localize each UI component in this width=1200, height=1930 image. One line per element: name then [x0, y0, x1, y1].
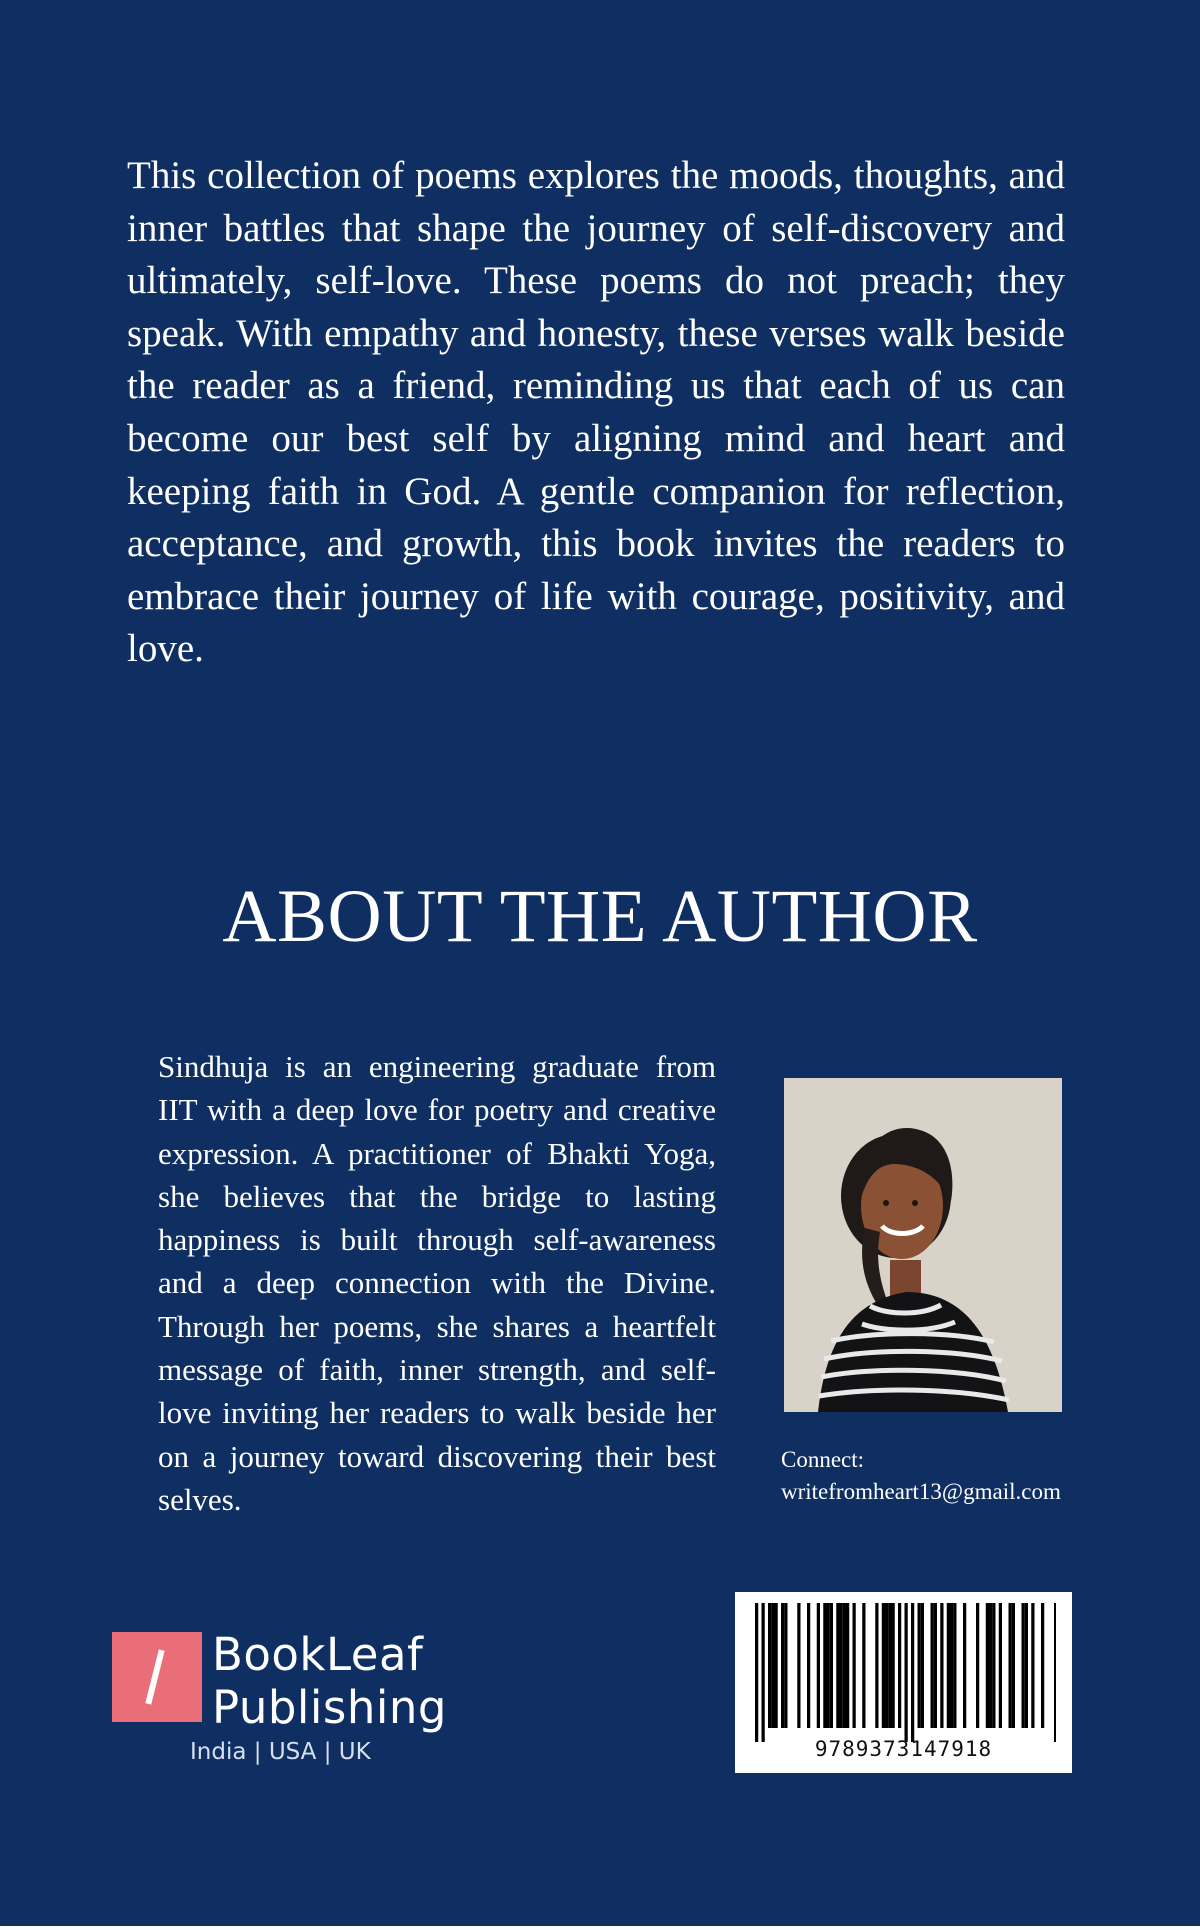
publisher-name-line1: BookLeaf — [212, 1628, 424, 1681]
barcode-bar — [885, 1603, 888, 1728]
author-photo — [784, 1078, 1062, 1412]
barcode-bar — [853, 1603, 856, 1728]
barcode-bar — [898, 1603, 901, 1728]
barcode-bar — [992, 1603, 995, 1728]
publisher-name-line2: Publishing — [212, 1681, 447, 1734]
barcode-bar — [781, 1603, 784, 1728]
barcode-bar — [918, 1603, 921, 1728]
barcode-bar — [823, 1603, 826, 1728]
isbn-number: 9789373147918 — [814, 1737, 993, 1761]
barcode-bar — [1025, 1603, 1028, 1728]
barcode-bar — [947, 1603, 950, 1728]
publisher-name — [212, 1628, 447, 1734]
barcode-bar — [840, 1603, 843, 1728]
barcode-bar — [882, 1603, 885, 1728]
barcode-bar — [986, 1603, 989, 1728]
barcode-bar — [934, 1603, 937, 1728]
barcode-bar — [755, 1603, 758, 1742]
publisher-logo — [112, 1628, 452, 1770]
barcode-bar — [976, 1603, 979, 1728]
author-email: writefromheart13@gmail.com — [781, 1479, 1061, 1504]
barcode-bar — [771, 1603, 774, 1728]
barcode-bar — [797, 1603, 800, 1728]
barcode-bar — [1031, 1603, 1034, 1728]
barcode-bars — [751, 1603, 1056, 1742]
barcode-bar — [768, 1603, 771, 1728]
isbn-barcode — [735, 1592, 1072, 1773]
barcode-bar — [940, 1603, 943, 1728]
author-bio: Sindhuja is an engineering graduate from IIT with a deep love for poetry and creative expression. A practitioner of Bhakti Yoga, she believes that the bridge to lasting happiness is built through self-awareness and a deep connection with the Divine. Through her poems, she shares a heartfelt message of faith, inner strength, and self-love inviting her readers to walk beside her on a journey toward discovering their best selves. — [158, 1049, 716, 1517]
barcode-bar — [1022, 1603, 1025, 1728]
barcode-bar — [911, 1603, 914, 1742]
barcode-bar — [862, 1603, 865, 1728]
barcode-bar — [1054, 1603, 1056, 1742]
barcode-bar — [1012, 1603, 1015, 1728]
barcode-bar — [953, 1603, 956, 1728]
barcode-bar — [999, 1603, 1002, 1728]
barcode-bar — [1041, 1603, 1044, 1728]
about-author-heading: ABOUT THE AUTHOR — [222, 875, 978, 958]
barcode-bar — [989, 1603, 992, 1728]
connect-label: Connect: — [781, 1447, 865, 1472]
barcode-bar — [1009, 1603, 1012, 1728]
barcode-bar — [817, 1603, 820, 1728]
barcode-bar — [888, 1603, 891, 1728]
barcode-bar — [905, 1603, 908, 1742]
barcode-bar — [950, 1603, 953, 1728]
book-blurb: This collection of poems explores the moods, thoughts, and inner battles that shape the journey of self-discovery and ultimately, self-love. These poems do not preach; they speak. With empathy and honesty, these verses walk beside the reader as a friend, reminding us that each of us can become our best self by aligning mind and heart and keeping faith in God. A gentle companion for reflection, acceptance, and growth, this book invites the readers to embrace their journey of life with courage, positivity, and love. — [127, 154, 1065, 671]
barcode-bar — [892, 1603, 895, 1728]
barcode-bar — [762, 1603, 765, 1742]
barcode-bar — [775, 1603, 778, 1728]
barcode-bar — [807, 1603, 810, 1728]
slash-logo-icon — [112, 1632, 202, 1722]
barcode-bar — [827, 1603, 830, 1728]
publisher-regions: India | USA | UK — [190, 1739, 371, 1765]
barcode-bar — [846, 1603, 849, 1728]
barcode-bar — [830, 1603, 833, 1728]
barcode-bar — [784, 1603, 787, 1728]
author-contact — [781, 1444, 1061, 1508]
barcode-bar — [963, 1603, 966, 1728]
barcode-bar — [843, 1603, 846, 1728]
barcode-bar — [836, 1603, 839, 1728]
barcode-bar — [931, 1603, 934, 1728]
barcode-bar — [875, 1603, 878, 1728]
barcode-bar — [921, 1603, 924, 1728]
